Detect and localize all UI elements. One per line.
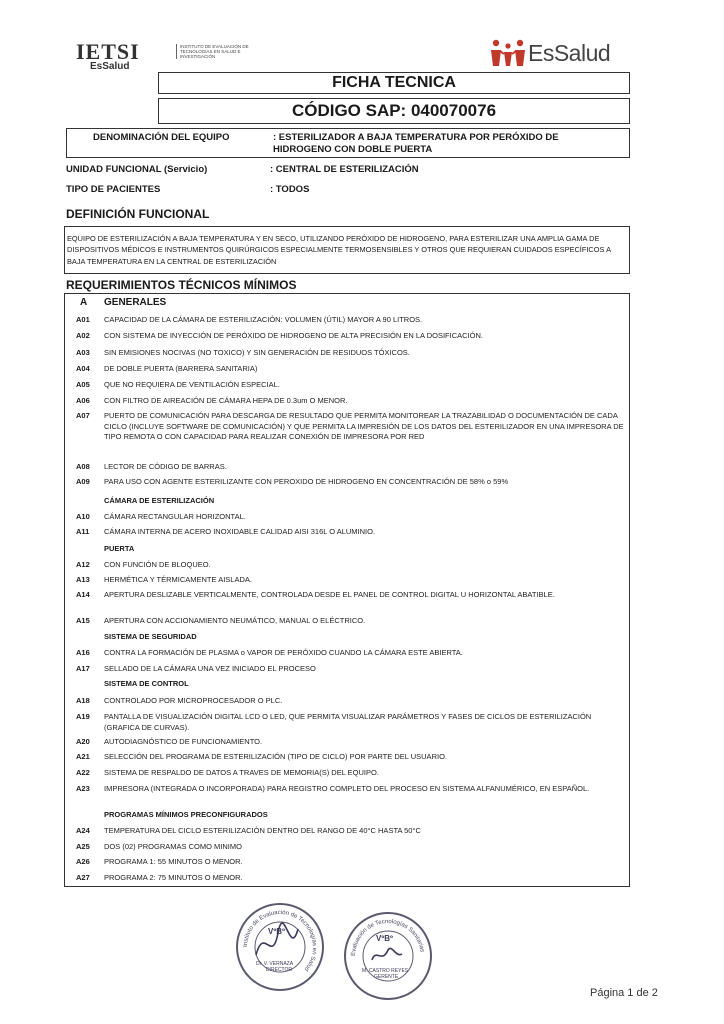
unidad-value: : CENTRAL DE ESTERILIZACIÓN [270, 164, 419, 175]
requirement-code: A26 [76, 857, 90, 866]
director-stamp-role: DIRECTOR [266, 967, 293, 973]
requirement-text: CÁMARA INTERNA DE ACERO INOXIDABLE CALIDAD AISI 316L O ALUMINIO. [104, 527, 376, 536]
requirement-text: CON FUNCIÓN DE BLOQUEO. [104, 560, 211, 569]
requirement-code: A10 [76, 512, 90, 521]
requirement-code: A06 [76, 396, 90, 405]
requirement-code: A22 [76, 768, 90, 777]
denominacion-box [66, 128, 630, 158]
requirement-text: TEMPERATURA DEL CICLO ESTERILIZACIÓN DENTRO DEL RANGO DE 40°C HASTA 50°C [104, 826, 421, 835]
requirement-code: A16 [76, 648, 90, 657]
requirement-text: DE DOBLE PUERTA (BARRERA SANITARIA) [104, 364, 258, 373]
requirement-code: A24 [76, 826, 90, 835]
requirement-text: PROGRAMA 2: 75 MINUTOS O MENOR. [104, 873, 243, 882]
subsection-heading: SISTEMA DE SEGURIDAD [104, 632, 197, 641]
requirement-code: A18 [76, 696, 90, 705]
gerente-stamp-name: M. CASTRO REYES [362, 968, 409, 974]
requirement-code: A14 [76, 590, 90, 599]
category-letter: A [80, 297, 88, 308]
requirement-text: LECTOR DE CÓDIGO DE BARRAS. [104, 462, 227, 471]
requirement-code: A09 [76, 477, 90, 486]
requirement-text: PARA USO CON AGENTE ESTERILIZANTE CON PEROXIDO DE HIDROGENO EN CONCENTRACIÓN DE 58% o 59% [104, 477, 509, 486]
tipo-label: TIPO DE PACIENTES [66, 184, 161, 195]
director-stamp-ring-text: Instituto de Evaluación de Tecnologías en Salud [242, 909, 318, 972]
subsection-heading: CÁMARA DE ESTERILIZACIÓN [104, 496, 215, 505]
subsection-heading: PROGRAMAS MÍNIMOS PRECONFIGURADOS [104, 810, 268, 819]
requirement-text: DOS (02) PROGRAMAS COMO MINIMO [104, 842, 242, 851]
requirement-code: A08 [76, 462, 90, 471]
requirement-text: AUTODIAGNÓSTICO DE FUNCIONAMIENTO. [104, 737, 263, 746]
requirement-text: APERTURA CON ACCIONAMIENTO NEUMÁTICO, MANUAL O ELÉCTRICO. [104, 616, 366, 625]
director-stamp-name: Dr. V. VERNAZA [256, 961, 294, 967]
requirement-text: CON SISTEMA DE INYECCIÓN DE PERÓXIDO DE HIDROGENO DE ALTA PRECISIÓN EN LA DOSIFICACIÓN. [104, 331, 483, 340]
requirement-text: CONTROLADO POR MICROPROCESADOR O PLC. [104, 696, 283, 705]
director-stamp [236, 903, 324, 991]
subsection-heading: PUERTA [104, 544, 135, 553]
requirement-code: A02 [76, 331, 90, 340]
requirement-code: A03 [76, 348, 90, 357]
gerente-stamp-sign: VºBº [376, 934, 393, 943]
requerimientos-heading: REQUERIMIENTOS TÉCNICOS MÍNIMOS [66, 278, 297, 292]
requirement-text: CÁMARA RECTANGULAR HORIZONTAL. [104, 512, 246, 521]
requirement-text: CON FILTRO DE AIREACIÓN DE CÁMARA HEPA DE 0.3um O MENOR. [104, 396, 348, 405]
category-title: GENERALES [104, 297, 167, 308]
requirement-text: PROGRAMA 1: 55 MINUTOS O MENOR. [104, 857, 243, 866]
page-number: Página 1 de 2 [590, 987, 658, 999]
requirement-code: A20 [76, 737, 90, 746]
ietsi-logo-description: INSTITUTO DE EVALUACIÓN DE TECNOLOGÍAS EN SALUD E INVESTIGACIÓN [176, 44, 250, 59]
requirement-text: SIN EMISIONES NOCIVAS (NO TOXICO) Y SIN GENERACIÓN DE RESIDUOS TÓXICOS. [104, 348, 410, 357]
requirement-text: PANTALLA DE VISUALIZACIÓN DIGITAL LCD O LED, QUE PERMITA VISUALIZAR PARÁMETROS Y FASES DE CICLOS DE ESTERILIZACIÓN (GRAFICA DE CURVAS). [104, 712, 592, 732]
ietsi-logo-subtext: EsSalud [90, 61, 130, 72]
essalud-logo-text: EsSalud [528, 40, 611, 66]
requirement-code: A15 [76, 616, 90, 625]
requirement-text: IMPRESORA (INTEGRADA O INCORPORADA) PARA REGISTRO COMPLETO DEL PROCESO EN SISTEMA ALFANUMÉRICO, EN ESPAÑOL. [104, 784, 590, 793]
sap-code: CÓDIGO SAP: 040070076 [158, 98, 630, 124]
document-title: FICHA TECNICA [158, 72, 630, 94]
requirement-code: A13 [76, 575, 90, 584]
requirement-code: A05 [76, 380, 90, 389]
requirement-text: SELECCIÓN DEL PROGRAMA DE ESTERILIZACIÓN (TIPO DE CICLO) POR PARTE DEL USUARIO. [104, 752, 447, 761]
requirement-code: A11 [76, 527, 90, 536]
denominacion-label: DENOMINACIÓN DEL EQUIPO [93, 132, 230, 143]
director-stamp-ring [238, 905, 322, 989]
requirement-code: A17 [76, 664, 90, 673]
gerente-stamp [344, 912, 432, 1000]
tipo-value: : TODOS [270, 184, 310, 195]
essalud-logo [488, 36, 611, 68]
requirement-text: APERTURA DESLIZABLE VERTICALMENTE, CONTROLADA DESDE EL PANEL DE CONTROL DIGITAL U HORIZONTAL ABATIBLE. [104, 590, 555, 599]
requirement-code: A23 [76, 784, 90, 793]
ietsi-logo-text: IETSI [76, 39, 140, 64]
requirement-text: QUE NO REQUIERA DE VENTILACIÓN ESPECIAL. [104, 380, 280, 389]
requirement-code: A27 [76, 873, 90, 882]
requirement-code: A04 [76, 364, 90, 373]
requirement-text: PUERTO DE COMUNICACIÓN PARA DESCARGA DE RESULTADO QUE PERMITA MONITOREAR LA TRAZABILIDAD O DOCUMENTACIÓN DE CADA CICLO (INCLUYE SOFTWARE DE COMUNICACIÓN) Y QUE PERMITA LA IMPRESIÓN DE LOS DATOS DEL ESTERILIZADOR EN UNA IMPRESORA DE TIPO REMOTA O CON CAPACIDAD PARA REALIZAR CONEXIÓN DE IMPRESORA POR RED [104, 411, 624, 441]
gerente-stamp-role: GERENTE [374, 974, 399, 980]
director-stamp-sign: VºBº [268, 927, 285, 936]
definicion-heading: DEFINICIÓN FUNCIONAL [66, 207, 210, 221]
requirement-text: SELLADO DE LA CÁMARA UNA VEZ INICIADO EL PROCESO [104, 664, 316, 673]
requirement-code: A25 [76, 842, 90, 851]
family-icon [488, 36, 528, 68]
requirement-code: A21 [76, 752, 90, 761]
requirement-code: A12 [76, 560, 90, 569]
requirement-text: CAPACIDAD DE LA CÁMARA DE ESTERILIZACIÓN: VOLUMEN (ÚTIL) MAYOR A 90 LITROS. [104, 315, 423, 324]
definicion-text: EQUIPO DE ESTERILIZACIÓN A BAJA TEMPERATURA Y EN SECO, UTILIZANDO PERÓXIDO DE HIDROGENO, PARA ESTERILIZAR UNA AMPLIA GAMA DE DISPOSITIVOS MÉDICOS E INSTRUMENTOS QUIRÚRGICOS ESPECIALMENTE TERMOSENSIBLES Y OTROS QUE REQUIERAN CUIDADOS ESPECÍFICOS A BAJA TEMPERATURA EN LA CENTRAL DE ESTERILIZACIÓN [64, 226, 630, 274]
requirement-code: A19 [76, 712, 90, 721]
requirement-code: A01 [76, 315, 90, 324]
requirement-text: HERMÉTICA Y TÉRMICAMENTE AISLADA. [104, 575, 252, 584]
subsection-heading: SISTEMA DE CONTROL [104, 679, 189, 688]
requirement-text: SISTEMA DE RESPALDO DE DATOS A TRAVES DE MEMORIA(S) DEL EQUIPO. [104, 768, 379, 777]
unidad-label: UNIDAD FUNCIONAL (Servicio) [66, 164, 208, 175]
denominacion-value: : ESTERILIZADOR A BAJA TEMPERATURA POR PERÓXIDO DE HIDROGENO CON DOBLE PUERTA [273, 132, 559, 155]
gerente-stamp-ring [346, 914, 430, 998]
ietsi-logo [76, 39, 249, 72]
requirement-code: A07 [76, 411, 90, 420]
gerente-stamp-ring-text: Evaluación de Tecnologías Sanitarias [350, 918, 425, 957]
requirement-text: CONTRA LA FORMACIÓN DE PLASMA o VAPOR DE PERÓXIDO CUANDO LA CÁMARA ESTE ABIERTA. [104, 648, 463, 657]
